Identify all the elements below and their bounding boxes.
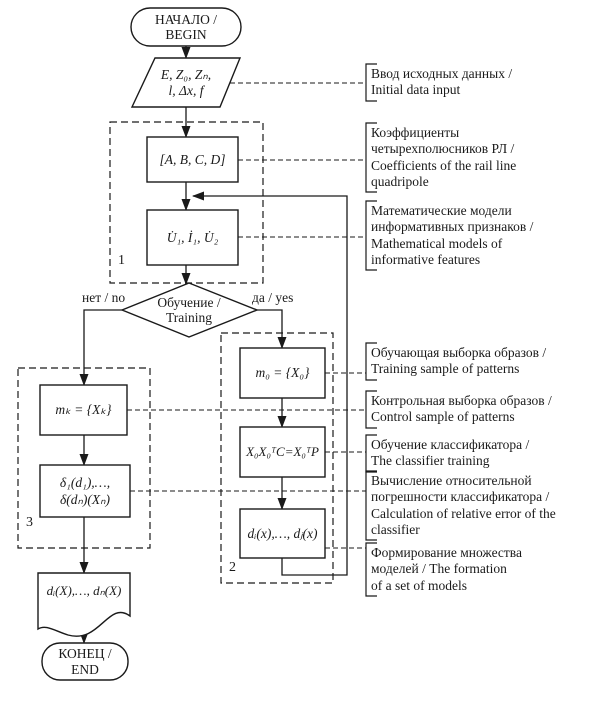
connector-yes-branch [257,310,282,348]
output-label: dᵢ(X),…, dₙ(X) [46,583,122,599]
d-models-process [240,509,325,558]
annotation-relative-error: Вычисление относительной погрешности классификатора / Calculation of relative error of the classifier [371,473,556,537]
mk-label: mₖ = {Xₖ} [55,402,112,418]
d-models-label: dᵢ(x),…, dⱼ(x) [247,525,318,541]
end-terminator: КОНЕЦ / END [58,646,112,677]
annotation-input: Ввод исходных данных / Initial data input [371,66,513,98]
no-branch-label: нет / no [82,290,126,305]
models-process [147,210,238,265]
mk-process [40,385,127,435]
group-1-label: 1 [118,253,125,268]
annotation-set-of-models: Формирование множества моделей / The formation of a set of models [371,545,522,593]
start-terminator: НАЧАЛО / BEGIN [154,11,217,42]
annotation-classifier-training: Обучение классификатора / The classifier training [371,437,530,469]
annotation-control-sample: Контрольная выборка образов / Control sample of patterns [371,393,552,425]
annotation-training-sample: Обучающая выборка образов / Training sample of patterns [371,345,547,377]
group-2-label: 2 [229,560,236,575]
output-document [38,578,130,604]
abcd-process [147,137,238,182]
group-3-label: 3 [26,515,33,530]
m0-process [240,348,325,398]
m0-label: m₀ = {X₀} [255,365,310,381]
annotation-math-models: Математические модели информативных признаков / Mathematical models of informative features [371,203,534,267]
training-decision: Обучение / Training [157,294,221,325]
connector-no-branch [84,310,122,385]
input-parallelogram: E, Z₀, Zₙ, l, Δx, f [160,67,212,98]
classifier-eq-label: X₀X₀ᵀC=X₀ᵀP [246,444,319,460]
abcd-label: [A, B, C, D] [159,151,226,167]
yes-branch-label: да / yes [252,290,294,305]
delta-process: δ₁(d₁),…, δ(dₙ)(Xₙ) [59,475,111,507]
annotation-coefficients: Коэффициенты четырехполюсников РЛ / Coefficients of the rail line quadripole [371,125,517,189]
models-label: U̇₁, İ₁, U̇₂ [166,229,219,245]
classifier-eq-process [238,427,327,477]
